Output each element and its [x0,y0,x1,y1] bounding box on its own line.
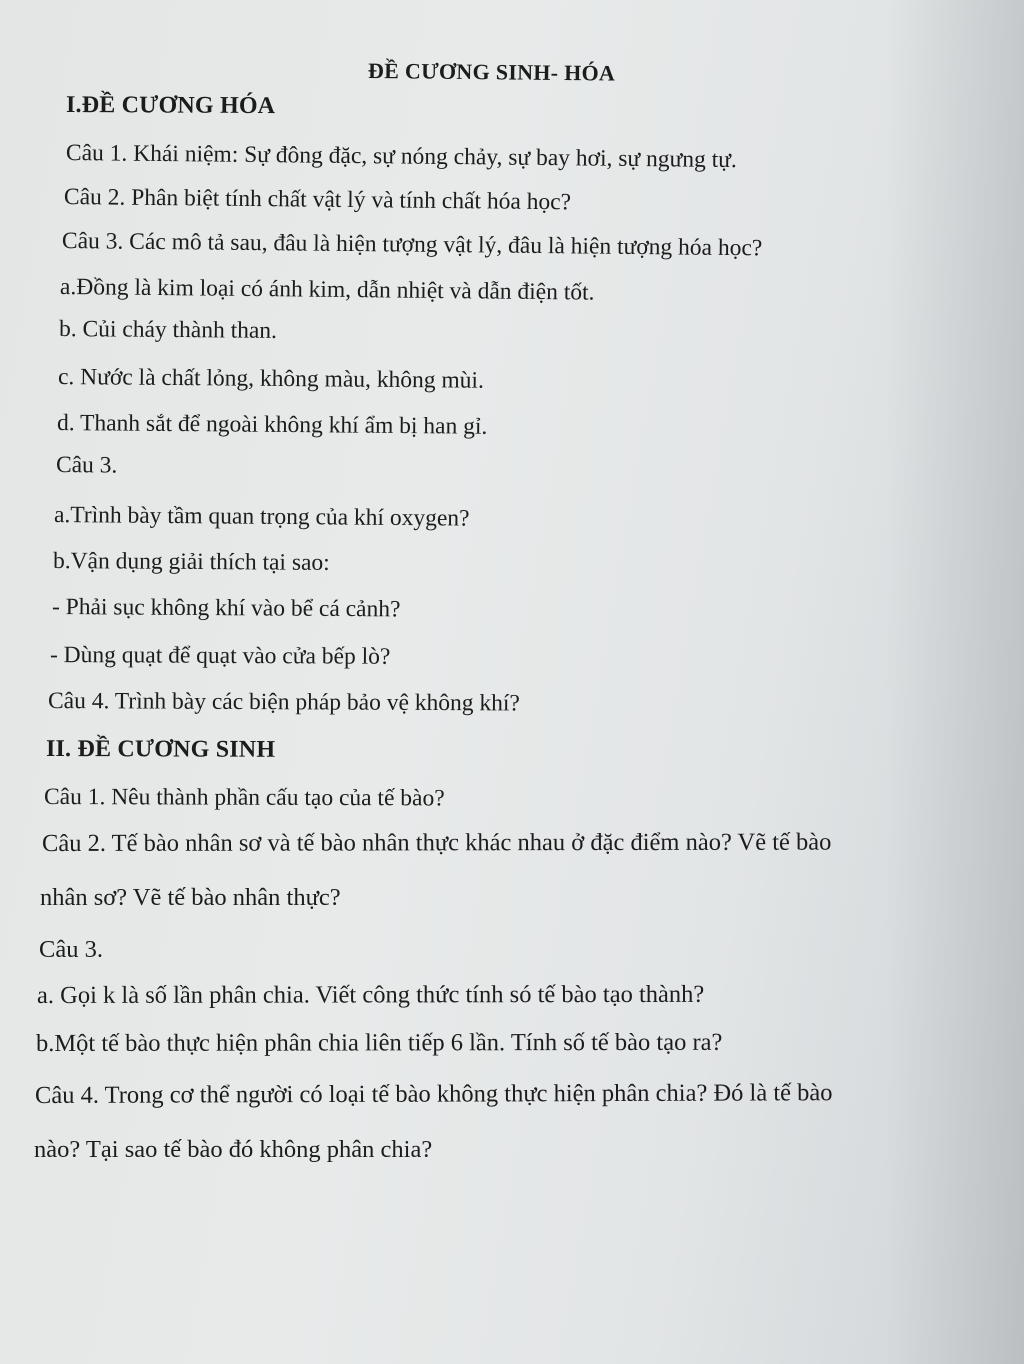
text-line: - Dùng quạt để quạt vào cửa bếp lò? [49,642,391,670]
text-line: d. Thanh sắt để ngoài không khí ẩm bị han gỉ. [56,410,488,440]
text-line: Câu 2. Tế bào nhân sơ và tế bào nhân thực khác nhau ở đặc điểm nào? Vẽ tế bào [41,828,832,857]
text-line: b.Một tế bào thực hiện phân chia liên tiếp 6 lần. Tính số tế bào tạo ra? [35,1028,723,1057]
text-line: Câu 3. [55,452,118,479]
text-line: Câu 4. Trình bày các biện pháp bảo vệ không khí? [47,688,520,717]
text-line: a. Gọi k là số lần phân chia. Viết công thức tính só tế bào tạo thành? [36,980,705,1009]
text-line: b. Củi cháy thành than. [58,316,278,344]
section-heading-biology: II. ĐỀ CƯƠNG SINH [45,736,276,763]
text-line: Câu 4. Trong cơ thể người có loại tế bào không thực hiện phân chia? Đó là tế bào [34,1079,833,1109]
text-line: Câu 3. [39,936,103,963]
text-line: c. Nước là chất lỏng, không màu, không mùi. [57,364,485,394]
text-line: Câu 1. Khái niệm: Sự đông đặc, sự nóng chảy, sự bay hơi, sự ngưng tự. [65,140,737,174]
text-line: Câu 2. Phân biệt tính chất vật lý và tính chất hóa học? [63,184,572,216]
text-line: nào? Tại sao tế bào đó không phân chia? [34,1136,433,1163]
text-line: a.Trình bày tầm quan trọng của khí oxygen? [53,502,470,532]
text-line: Câu 1. Nêu thành phần cấu tạo của tế bào? [43,784,445,812]
text-line: nhân sơ? Vẽ tế bào nhân thực? [40,884,341,911]
section-heading-chemistry: I.ĐỀ CƯƠNG HÓA [65,92,276,120]
text-line: b.Vận dụng giải thích tại sao: [52,548,330,576]
page-shadow [884,0,1024,1364]
text-line: Câu 3. Các mô tả sau, đâu là hiện tượng vật lý, đâu là hiện tượng hóa học? [61,228,763,262]
text-line: a.Đồng là kim loại có ánh kim, dẫn nhiệt và dẫn điện tốt. [59,274,595,306]
document-title: ĐỀ CƯƠNG SINH- HÓA [367,58,616,86]
text-line: - Phải sục không khí vào bể cá cảnh? [51,594,401,623]
